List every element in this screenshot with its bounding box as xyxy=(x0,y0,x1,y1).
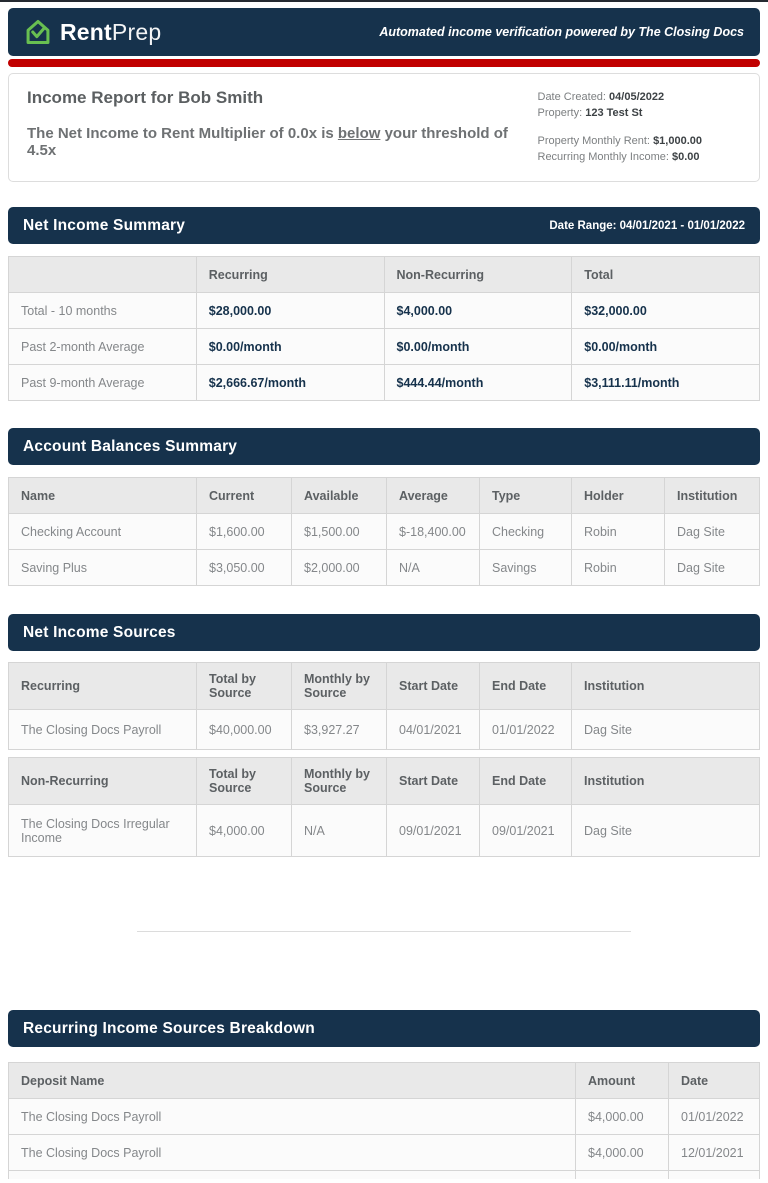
cell: The Closing Docs Payroll xyxy=(9,1099,576,1135)
cell xyxy=(669,1171,760,1179)
rentprep-logo xyxy=(24,18,161,46)
meta-date-created xyxy=(538,89,742,105)
header-cell: Average xyxy=(387,478,480,514)
header-cell: Total by Source xyxy=(197,758,292,805)
section-title: Account Balances Summary xyxy=(23,437,238,455)
cell: $4,000.00 xyxy=(197,805,292,857)
table-row xyxy=(9,365,760,401)
section-header-net-income-sources xyxy=(8,614,760,651)
table-header-row xyxy=(9,1063,760,1099)
cell: Dag Site xyxy=(665,514,760,550)
header-cell: Recurring xyxy=(9,663,197,710)
header-cell: Current xyxy=(197,478,292,514)
table-header-row xyxy=(9,478,760,514)
meta-recurring-income xyxy=(538,149,742,165)
net-income-summary-table xyxy=(8,256,760,401)
table-row xyxy=(9,329,760,365)
header-cell: Monthly by Source xyxy=(292,663,387,710)
income-report-page xyxy=(0,2,768,1179)
cell: $-18,400.00 xyxy=(387,514,480,550)
cell-value: $0.00/month xyxy=(384,329,572,365)
header-cell: Available xyxy=(292,478,387,514)
meta-label: Date Created: xyxy=(537,91,606,103)
row-label: Past 2-month Average xyxy=(9,329,197,365)
header-cell: Name xyxy=(9,478,197,514)
header-cell: Institution xyxy=(572,663,760,710)
header-cell: Deposit Name xyxy=(9,1063,576,1099)
brand-name xyxy=(60,19,161,46)
table-row xyxy=(9,1135,760,1171)
multiplier-statement xyxy=(27,125,538,159)
cell: N/A xyxy=(292,805,387,857)
cell-value: $3,111.11/month xyxy=(572,365,760,401)
cell: 09/01/2021 xyxy=(480,805,572,857)
cell: 12/01/2021 xyxy=(669,1135,760,1171)
section-header-account-balances xyxy=(8,428,760,465)
cell: Savings xyxy=(480,550,572,586)
statement-below-word: below xyxy=(337,125,381,142)
table-row xyxy=(9,805,760,857)
recurring-sources-table xyxy=(8,662,760,750)
header-cell: Type xyxy=(480,478,572,514)
table-row xyxy=(9,550,760,586)
report-header xyxy=(8,8,760,56)
cell-value: $2,666.67/month xyxy=(196,365,384,401)
header-cell-blank xyxy=(9,257,197,293)
date-range-label: Date Range: 04/01/2021 - 01/01/2022 xyxy=(549,219,745,232)
cell: The Closing Docs Payroll xyxy=(9,1135,576,1171)
meta-label: Property Monthly Rent: xyxy=(537,135,650,147)
row-label: Past 9-month Average xyxy=(9,365,197,401)
cell-value: $4,000.00 xyxy=(384,293,572,329)
meta-label: Recurring Monthly Income: xyxy=(537,151,669,163)
brand-name-bold: Rent xyxy=(60,18,112,45)
cell: 01/01/2022 xyxy=(669,1099,760,1135)
red-accent-bar xyxy=(8,59,760,67)
cell: 09/01/2021 xyxy=(387,805,480,857)
header-cell: Total xyxy=(572,257,760,293)
brand-name-light: Prep xyxy=(111,18,162,45)
cell: $1,600.00 xyxy=(197,514,292,550)
cell: $4,000.00 xyxy=(576,1135,669,1171)
meta-value: 04/05/2022 xyxy=(609,91,665,103)
cell xyxy=(576,1171,669,1179)
section-header-recurring-breakdown xyxy=(8,1010,760,1047)
cell: The Closing Docs Irregular Income xyxy=(9,805,197,857)
cell: Robin xyxy=(572,514,665,550)
table-header-row xyxy=(9,257,760,293)
cell: Saving Plus xyxy=(9,550,197,586)
cell: Checking Account xyxy=(9,514,197,550)
cell: The Closing Docs Payroll xyxy=(9,710,197,750)
intro-left xyxy=(27,88,538,165)
meta-monthly-rent xyxy=(538,133,742,149)
cell-value: $28,000.00 xyxy=(196,293,384,329)
cell: Dag Site xyxy=(665,550,760,586)
table-row-cutoff xyxy=(9,1171,760,1179)
table-header-row xyxy=(9,758,760,805)
section-header-net-income-summary xyxy=(8,207,760,244)
meta-property xyxy=(538,105,742,121)
cell: $40,000.00 xyxy=(197,710,292,750)
header-cell: Non-Recurring xyxy=(9,758,197,805)
table-header-row xyxy=(9,663,760,710)
meta-label: Property: xyxy=(537,107,583,119)
section-title: Net Income Sources xyxy=(23,623,176,641)
cell: $2,000.00 xyxy=(292,550,387,586)
header-cell: End Date xyxy=(480,663,572,710)
cell-value: $0.00/month xyxy=(196,329,384,365)
report-title: Income Report for Bob Smith xyxy=(27,88,264,107)
header-cell: Recurring xyxy=(196,257,384,293)
statement-suffix: your threshold of 4.5x xyxy=(27,125,508,159)
intro-summary-box xyxy=(8,73,760,182)
header-tagline: Automated income verification powered by The Closing Docs xyxy=(379,25,744,39)
header-cell: Total by Source xyxy=(197,663,292,710)
header-cell: Monthly by Source xyxy=(292,758,387,805)
cell-value: $444.44/month xyxy=(384,365,572,401)
cell: Robin xyxy=(572,550,665,586)
rentprep-house-check-icon xyxy=(24,18,52,46)
cell-value: $0.00/month xyxy=(572,329,760,365)
cell: Checking xyxy=(480,514,572,550)
recurring-breakdown-table xyxy=(8,1062,760,1179)
statement-prefix: The Net Income to Rent Multiplier of 0.0x is xyxy=(27,125,338,142)
table-row xyxy=(9,293,760,329)
section-title: Net Income Summary xyxy=(23,216,186,234)
cell-value: $32,000.00 xyxy=(572,293,760,329)
cell: 01/01/2022 xyxy=(480,710,572,750)
report-meta xyxy=(538,88,742,165)
cell: 04/01/2021 xyxy=(387,710,480,750)
meta-value: $0.00 xyxy=(672,151,700,163)
cell: $1,500.00 xyxy=(292,514,387,550)
header-cell: Institution xyxy=(572,758,760,805)
table-row xyxy=(9,1099,760,1135)
header-cell: Holder xyxy=(572,478,665,514)
header-cell: Institution xyxy=(665,478,760,514)
header-cell: Amount xyxy=(576,1063,669,1099)
cell: $3,927.27 xyxy=(292,710,387,750)
non-recurring-sources-table xyxy=(8,757,760,857)
page-break-divider xyxy=(137,931,631,932)
table-row xyxy=(9,710,760,750)
meta-value: $1,000.00 xyxy=(653,135,702,147)
section-title: Recurring Income Sources Breakdown xyxy=(23,1019,315,1037)
cell xyxy=(9,1171,576,1179)
table-row xyxy=(9,514,760,550)
meta-spacer xyxy=(538,121,742,133)
header-cell: Start Date xyxy=(387,663,480,710)
account-balances-table xyxy=(8,477,760,586)
cell: $4,000.00 xyxy=(576,1099,669,1135)
header-cell: End Date xyxy=(480,758,572,805)
header-cell: Non-Recurring xyxy=(384,257,572,293)
header-cell: Start Date xyxy=(387,758,480,805)
cell: Dag Site xyxy=(572,710,760,750)
header-cell: Date xyxy=(669,1063,760,1099)
cell: Dag Site xyxy=(572,805,760,857)
row-label: Total - 10 months xyxy=(9,293,197,329)
meta-value: 123 Test St xyxy=(585,107,643,119)
cell: N/A xyxy=(387,550,480,586)
cell: $3,050.00 xyxy=(197,550,292,586)
